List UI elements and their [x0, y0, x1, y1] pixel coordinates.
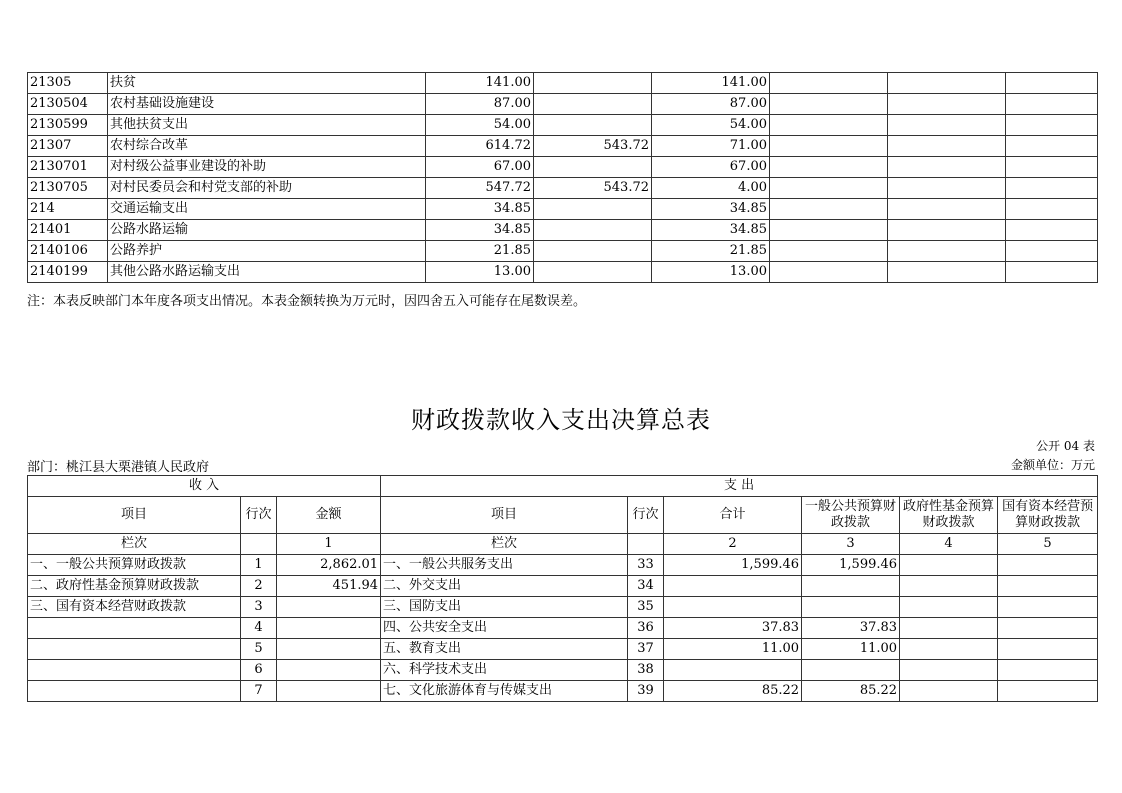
expense-total: 11.00 [664, 639, 802, 660]
income-amount [277, 618, 381, 639]
row-amount-total: 87.00 [426, 94, 534, 115]
expense-item: 七、文化旅游体育与传媒支出 [381, 681, 628, 702]
blank-cell [1006, 73, 1098, 94]
table-row [28, 555, 1098, 576]
expense-column-label: 栏次 [381, 534, 628, 555]
blank-cell [1006, 220, 1098, 241]
expense-total: 85.22 [664, 681, 802, 702]
row-code: 2130599 [28, 115, 108, 136]
blank-cell [888, 157, 1006, 178]
table-row [28, 73, 1098, 94]
table-row [28, 157, 1098, 178]
blank-cell [1006, 241, 1098, 262]
row-amount-basic [534, 220, 652, 241]
expense-line: 37 [628, 639, 664, 660]
blank-cell [770, 241, 888, 262]
income-line: 3 [241, 597, 277, 618]
expense-detail-body [28, 73, 1098, 283]
expense-state [998, 618, 1098, 639]
blank-cell [888, 115, 1006, 136]
row-name: 其他公路水路运输支出 [108, 262, 426, 283]
income-amount-header: 金额 [277, 497, 381, 534]
income-amount: 2,862.01 [277, 555, 381, 576]
blank-cell [770, 157, 888, 178]
blank-cell [1006, 199, 1098, 220]
row-name: 扶贫 [108, 73, 426, 94]
row-code: 2130701 [28, 157, 108, 178]
expense-total [664, 597, 802, 618]
expense-line: 35 [628, 597, 664, 618]
row-code: 2130504 [28, 94, 108, 115]
row-amount-project: 54.00 [652, 115, 770, 136]
header-row-2 [28, 497, 1098, 534]
row-amount-total: 141.00 [426, 73, 534, 94]
col-2-label: 2 [664, 534, 802, 555]
expense-state [998, 681, 1098, 702]
row-amount-basic [534, 241, 652, 262]
row-amount-total: 547.72 [426, 178, 534, 199]
expense-fund [900, 618, 998, 639]
row-amount-total: 67.00 [426, 157, 534, 178]
row-amount-project: 4.00 [652, 178, 770, 199]
income-item [28, 660, 241, 681]
expense-item: 四、公共安全支出 [381, 618, 628, 639]
table-row [28, 597, 1098, 618]
row-amount-project: 71.00 [652, 136, 770, 157]
row-name: 农村综合改革 [108, 136, 426, 157]
blank-cell [888, 199, 1006, 220]
table-row [28, 262, 1098, 283]
blank-cell [770, 94, 888, 115]
income-item [28, 681, 241, 702]
row-code: 2130705 [28, 178, 108, 199]
expense-line: 38 [628, 660, 664, 681]
blank-cell [1006, 178, 1098, 199]
blank-cell [628, 534, 664, 555]
col-4-label: 4 [900, 534, 998, 555]
table-row [28, 94, 1098, 115]
expense-item-header: 项目 [381, 497, 628, 534]
blank-cell [888, 136, 1006, 157]
blank-cell [888, 178, 1006, 199]
col-3-label: 3 [802, 534, 900, 555]
blank-cell [888, 73, 1006, 94]
expense-fund [900, 597, 998, 618]
expense-state [998, 639, 1098, 660]
expense-header: 支 出 [381, 476, 1098, 497]
row-amount-project: 87.00 [652, 94, 770, 115]
expense-fund [900, 681, 998, 702]
row-amount-total: 13.00 [426, 262, 534, 283]
row-code: 214 [28, 199, 108, 220]
row-code: 21305 [28, 73, 108, 94]
row-amount-total: 34.85 [426, 220, 534, 241]
blank-cell [1006, 115, 1098, 136]
row-name: 对村级公益事业建设的补助 [108, 157, 426, 178]
table-row [28, 178, 1098, 199]
expense-state [998, 597, 1098, 618]
row-name: 其他扶贫支出 [108, 115, 426, 136]
blank-cell [770, 178, 888, 199]
expense-line: 34 [628, 576, 664, 597]
expense-total: 37.83 [664, 618, 802, 639]
state-capital-header: 国有资本经营预算财政拨款 [998, 497, 1098, 534]
expense-line: 33 [628, 555, 664, 576]
row-code: 2140199 [28, 262, 108, 283]
blank-cell [888, 94, 1006, 115]
income-line-header: 行次 [241, 497, 277, 534]
blank-cell [888, 220, 1006, 241]
row-amount-project: 67.00 [652, 157, 770, 178]
row-amount-basic [534, 94, 652, 115]
expense-detail-table [27, 72, 1098, 283]
total-header: 合计 [664, 497, 802, 534]
expense-fund [900, 639, 998, 660]
col-5-label: 5 [998, 534, 1098, 555]
table-row [28, 241, 1098, 262]
row-code: 21307 [28, 136, 108, 157]
income-line: 7 [241, 681, 277, 702]
income-line: 2 [241, 576, 277, 597]
row-name: 公路水路运输 [108, 220, 426, 241]
column-number-row [28, 534, 1098, 555]
table-row [28, 639, 1098, 660]
table-code: 公开 04 表 [1036, 439, 1095, 453]
expense-fund [900, 660, 998, 681]
expense-general: 1,599.46 [802, 555, 900, 576]
expense-total [664, 660, 802, 681]
expense-fund [900, 576, 998, 597]
table-row [28, 220, 1098, 241]
expense-general [802, 660, 900, 681]
row-amount-total: 21.85 [426, 241, 534, 262]
income-item-header: 项目 [28, 497, 241, 534]
income-amount [277, 639, 381, 660]
income-header: 收 入 [28, 476, 381, 497]
row-amount-basic [534, 199, 652, 220]
blank-cell [888, 241, 1006, 262]
row-amount-basic [534, 115, 652, 136]
row-amount-total: 34.85 [426, 199, 534, 220]
income-item: 二、政府性基金预算财政拨款 [28, 576, 241, 597]
header-row-1 [28, 476, 1098, 497]
page-title: 财政拨款收入支出决算总表 [411, 406, 711, 434]
blank-cell [1006, 262, 1098, 283]
income-item [28, 639, 241, 660]
row-code: 21401 [28, 220, 108, 241]
summary-table [27, 475, 1098, 702]
blank-cell [888, 262, 1006, 283]
summary-table-body [28, 476, 1098, 702]
expense-line: 36 [628, 618, 664, 639]
income-line: 5 [241, 639, 277, 660]
blank-cell [770, 115, 888, 136]
expense-total: 1,599.46 [664, 555, 802, 576]
col-1-label: 1 [277, 534, 381, 555]
table-row [28, 115, 1098, 136]
expense-state [998, 576, 1098, 597]
table-row [28, 618, 1098, 639]
row-amount-basic [534, 157, 652, 178]
expense-state [998, 660, 1098, 681]
blank-cell [770, 220, 888, 241]
expense-item: 六、科学技术支出 [381, 660, 628, 681]
expense-general: 85.22 [802, 681, 900, 702]
table-row [28, 136, 1098, 157]
general-budget-header: 一般公共预算财政拨款 [802, 497, 900, 534]
income-line: 6 [241, 660, 277, 681]
row-amount-basic: 543.72 [534, 178, 652, 199]
income-item: 三、国有资本经营财政拨款 [28, 597, 241, 618]
expense-line-header: 行次 [628, 497, 664, 534]
income-amount: 451.94 [277, 576, 381, 597]
table-row [28, 576, 1098, 597]
blank-cell [770, 136, 888, 157]
row-amount-basic [534, 262, 652, 283]
income-amount [277, 681, 381, 702]
expense-state [998, 555, 1098, 576]
blank-cell [1006, 94, 1098, 115]
income-line: 1 [241, 555, 277, 576]
blank-cell [770, 73, 888, 94]
row-name: 公路养护 [108, 241, 426, 262]
expense-line: 39 [628, 681, 664, 702]
table-row [28, 681, 1098, 702]
row-amount-project: 13.00 [652, 262, 770, 283]
row-amount-basic [534, 73, 652, 94]
income-amount [277, 660, 381, 681]
row-amount-basic: 543.72 [534, 136, 652, 157]
expense-item: 二、外交支出 [381, 576, 628, 597]
table-note: 注：本表反映部门本年度各项支出情况。本表金额转换为万元时，因四舍五入可能存在尾数误差。 [27, 294, 587, 309]
fund-budget-header: 政府性基金预算财政拨款 [900, 497, 998, 534]
expense-general: 11.00 [802, 639, 900, 660]
blank-cell [770, 262, 888, 283]
income-line: 4 [241, 618, 277, 639]
blank-cell [1006, 157, 1098, 178]
income-item [28, 618, 241, 639]
expense-item: 三、国防支出 [381, 597, 628, 618]
expense-general [802, 576, 900, 597]
row-amount-project: 141.00 [652, 73, 770, 94]
unit-label: 金额单位：万元 [1010, 458, 1095, 472]
blank-cell [241, 534, 277, 555]
table-row [28, 660, 1098, 681]
row-code: 2140106 [28, 241, 108, 262]
row-amount-project: 34.85 [652, 199, 770, 220]
blank-cell [770, 199, 888, 220]
row-amount-project: 34.85 [652, 220, 770, 241]
row-name: 交通运输支出 [108, 199, 426, 220]
expense-general: 37.83 [802, 618, 900, 639]
blank-cell [1006, 136, 1098, 157]
row-amount-total: 614.72 [426, 136, 534, 157]
expense-item: 一、一般公共服务支出 [381, 555, 628, 576]
table-row [28, 199, 1098, 220]
row-name: 农村基础设施建设 [108, 94, 426, 115]
row-name: 对村民委员会和村党支部的补助 [108, 178, 426, 199]
row-amount-project: 21.85 [652, 241, 770, 262]
income-item: 一、一般公共预算财政拨款 [28, 555, 241, 576]
income-column-label: 栏次 [28, 534, 241, 555]
expense-item: 五、教育支出 [381, 639, 628, 660]
expense-fund [900, 555, 998, 576]
income-amount [277, 597, 381, 618]
expense-total [664, 576, 802, 597]
department-label: 部门：桃江县大栗港镇人民政府 [27, 460, 210, 475]
row-amount-total: 54.00 [426, 115, 534, 136]
expense-general [802, 597, 900, 618]
